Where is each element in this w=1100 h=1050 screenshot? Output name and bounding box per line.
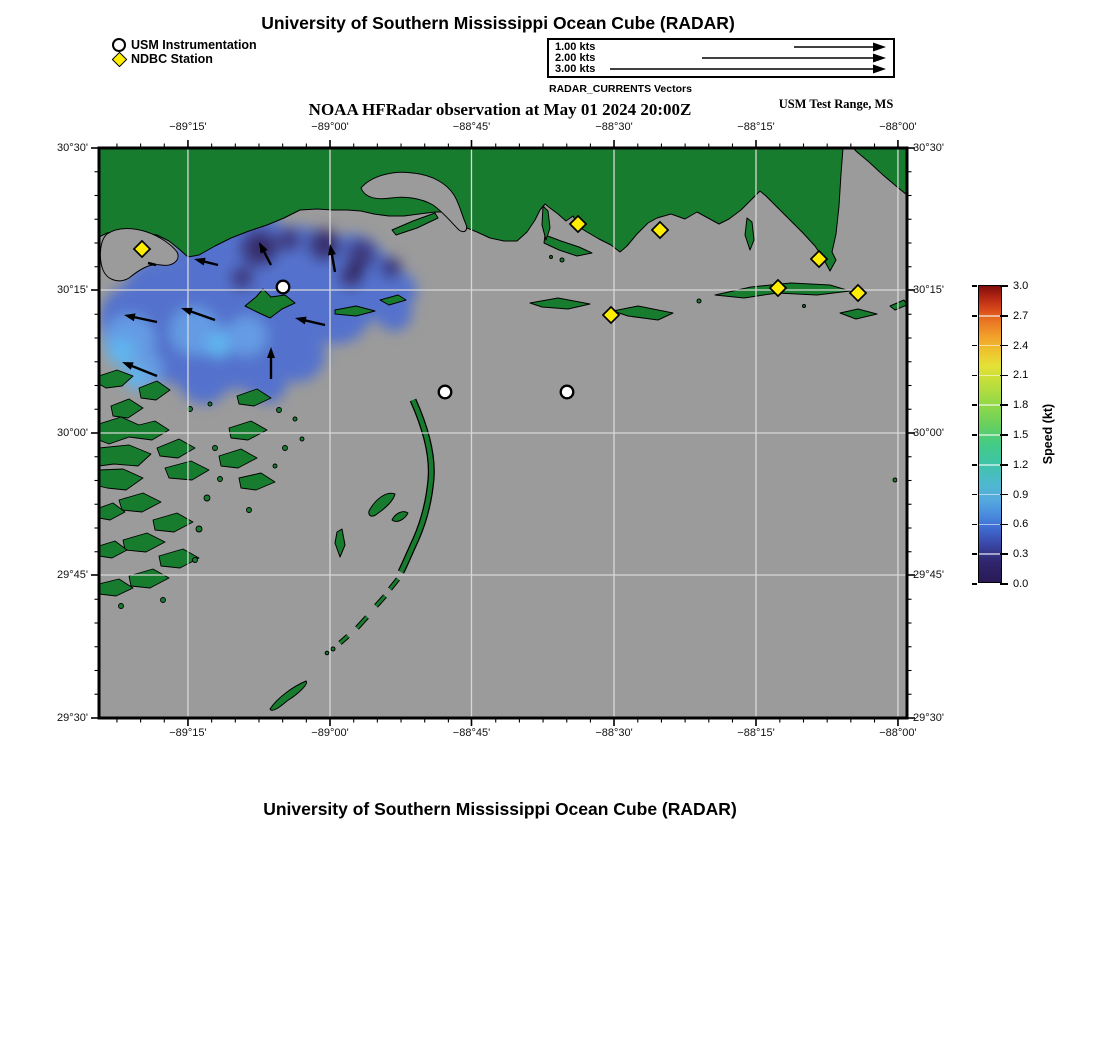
axis-tick-label: 30°15' <box>913 283 944 296</box>
colorbar-tick <box>972 583 977 585</box>
axis-tick-label: 30°30' <box>913 142 944 154</box>
colorbar-tick <box>972 345 977 347</box>
usm-station-marker <box>439 386 452 399</box>
colorbar-tick <box>972 434 977 436</box>
vector-scale-arrow <box>794 43 886 52</box>
vector-scale-box <box>547 38 895 78</box>
axis-tick-label: 29°45' <box>57 568 88 581</box>
vector-scale-1kt: 1.00 kts <box>555 41 596 53</box>
colorbar-tick-label: 1.2 <box>1013 458 1029 471</box>
legend-label-usm: USM Instrumentation <box>131 38 257 52</box>
colorbar-tick <box>972 494 977 496</box>
map-panel <box>99 148 907 718</box>
usm-station-marker <box>277 281 290 294</box>
colorbar-tick-label: 1.8 <box>1013 399 1029 412</box>
subtitle: NOAA HFRadar observation at May 01 2024 20:00Z <box>308 100 692 119</box>
axis-tick-label: −89°00' <box>311 121 349 133</box>
colorbar-tick-label: 2.4 <box>1013 339 1029 352</box>
footer-title: University of Southern Mississippi Ocean Cube (RADAR) <box>263 799 737 819</box>
colorbar-tick-label: 0.3 <box>1013 548 1029 561</box>
axis-tick-label: 30°00' <box>57 427 88 439</box>
colorbar-tick <box>1000 464 1008 466</box>
colorbar-tick <box>979 553 1000 555</box>
colorbar-tick <box>972 375 977 377</box>
ndbc-diamond-icon <box>112 51 128 67</box>
colorbar-tick <box>979 434 1000 436</box>
colorbar-tick <box>979 524 1000 526</box>
colorbar <box>978 280 1029 590</box>
usm-circle-icon <box>112 38 126 52</box>
colorbar-tick <box>979 345 1000 347</box>
vector-scale-2kt: 2.00 kts <box>555 52 596 64</box>
axis-tick-label: −88°00' <box>879 727 917 739</box>
colorbar-tick <box>1000 494 1008 496</box>
vector-scale-arrow <box>610 65 886 74</box>
vector-scale-3kt: 3.00 kts <box>555 63 596 75</box>
axis-tick-label: 30°15' <box>57 283 88 296</box>
colorbar-tick <box>979 464 1000 466</box>
colorbar-tick <box>1000 285 1008 287</box>
y-axis-labels-left <box>0 142 92 724</box>
colorbar-tick-label: 2.7 <box>1013 309 1029 322</box>
colorbar-tick <box>1000 583 1008 585</box>
colorbar-tick <box>972 404 977 406</box>
marker-legend <box>112 38 257 66</box>
axis-tick-label: −88°45' <box>452 121 491 133</box>
range-label: USM Test Range, MS <box>778 97 894 111</box>
colorbar-tick-label: 0.0 <box>1013 578 1029 590</box>
axis-tick-label: −88°15' <box>737 727 775 739</box>
axis-tick-label: −89°15' <box>169 121 207 133</box>
page-title: University of Southern Mississippi Ocean Cube (RADAR) <box>261 13 735 33</box>
axis-tick-label: −88°30' <box>595 727 633 739</box>
legend-row-ndbc <box>112 52 257 66</box>
axis-tick-label: −88°00' <box>879 121 917 133</box>
x-axis-labels-bottom <box>99 727 917 741</box>
colorbar-tick <box>1000 524 1008 526</box>
colorbar-tick-label: 1.5 <box>1013 429 1029 441</box>
colorbar-tick-label: 0.9 <box>1013 488 1029 501</box>
colorbar-tick <box>979 315 1000 317</box>
colorbar-tick <box>1000 434 1008 436</box>
colorbar-label: Speed (kt) <box>1041 403 1055 465</box>
colorbar-tick-label: 2.1 <box>1013 369 1029 382</box>
vector-scale-arrow <box>702 54 886 63</box>
colorbar-tick <box>979 404 1000 406</box>
axis-tick-label: 29°30' <box>913 712 944 724</box>
colorbar-tick <box>1000 375 1008 377</box>
x-axis-labels-top <box>99 121 917 135</box>
axis-tick-label: 30°00' <box>913 427 944 439</box>
axis-tick-label: 30°30' <box>57 142 88 154</box>
colorbar-tick <box>1000 315 1008 317</box>
axis-tick-label: 29°45' <box>913 568 944 581</box>
colorbar-tick <box>1000 553 1008 555</box>
colorbar-tick-label: 3.0 <box>1013 280 1029 292</box>
axis-tick-label: −89°00' <box>311 727 349 739</box>
legend-row-usm <box>112 38 257 52</box>
axis-tick-label: −88°45' <box>452 727 491 739</box>
axis-tick-label: −88°15' <box>737 121 775 133</box>
colorbar-tick <box>979 494 1000 496</box>
axis-tick-label: −88°30' <box>595 121 633 133</box>
legend-label-ndbc: NDBC Station <box>131 52 213 66</box>
colorbar-tick <box>972 553 977 555</box>
colorbar-tick <box>972 285 977 287</box>
colorbar-tick <box>972 524 977 526</box>
vector-scale-arrows <box>549 40 892 75</box>
colorbar-tick <box>979 375 1000 377</box>
usm-station-marker <box>561 386 574 399</box>
colorbar-tick <box>972 315 977 317</box>
colorbar-tick <box>1000 404 1008 406</box>
vector-scale-caption: RADAR_CURRENTS Vectors <box>549 83 692 95</box>
axis-tick-label: 29°30' <box>57 712 88 724</box>
colorbar-tick <box>972 464 977 466</box>
axis-tick-label: −89°15' <box>169 727 207 739</box>
colorbar-tick <box>1000 345 1008 347</box>
map-svg <box>99 148 907 718</box>
colorbar-tick-label: 0.6 <box>1013 518 1029 531</box>
